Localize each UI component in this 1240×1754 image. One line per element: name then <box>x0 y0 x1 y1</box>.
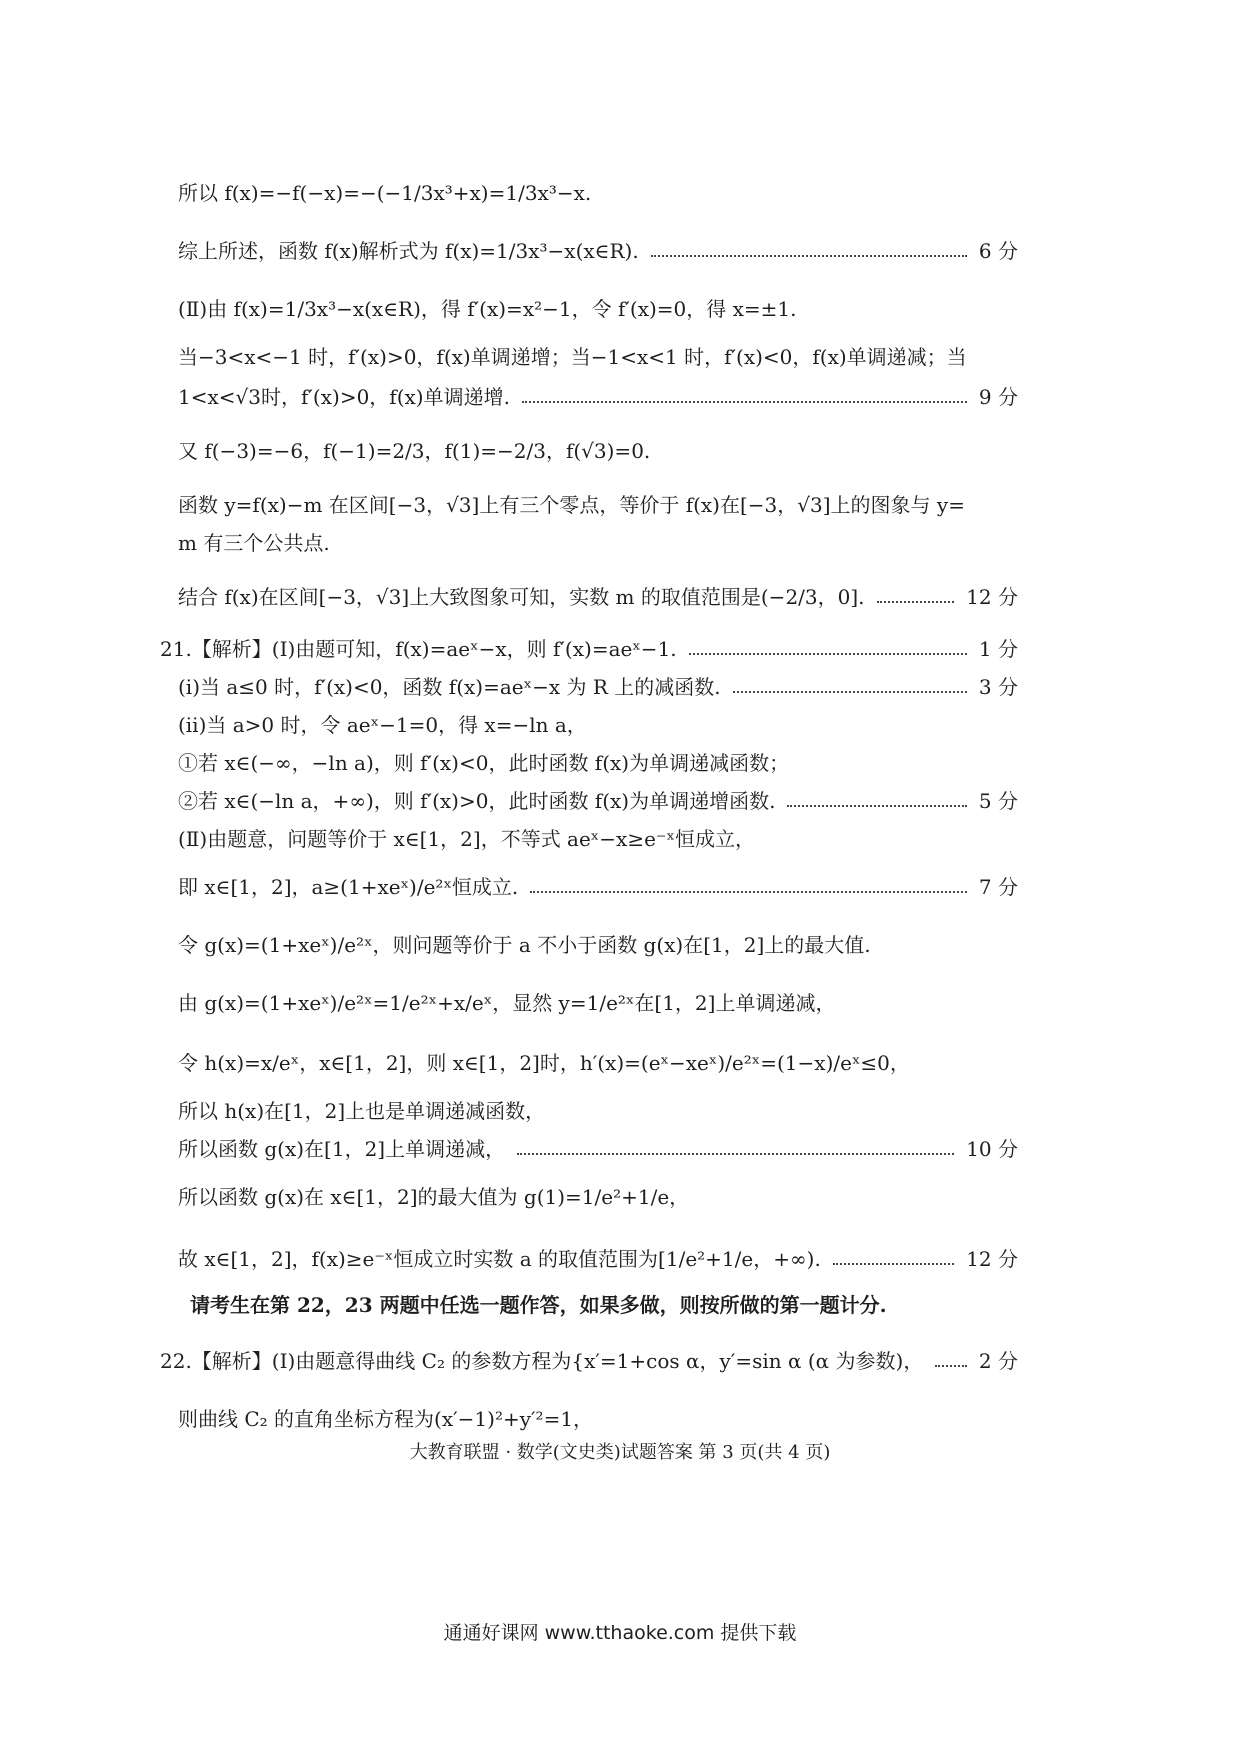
score-mark: 3 分 <box>978 675 1018 699</box>
problem-21-heading: 21.【解析】(Ⅰ)由题可知，f(x)=aeˣ−x，则 f′(x)=aeˣ−1. <box>160 637 677 661</box>
score-mark: 1 分 <box>978 637 1018 661</box>
download-source-note: 通通好课网 www.tthaoke.com 提供下载 <box>443 1622 797 1644</box>
score-mark: 12 分 <box>966 585 1018 609</box>
solution-text: 所以函数 g(x)在[1，2]上单调递减， <box>178 1137 506 1161</box>
solution-line-scored <box>178 872 1018 902</box>
solution-line: (Ⅱ)由 f(x)=1/3x³−x(x∈R)，得 f′(x)=x²−1，令 f′(x)=0，得 x=±1. <box>178 297 797 321</box>
solution-line: 令 g(x)=(1+xeˣ)/e²ˣ，则问题等价于 a 不小于函数 g(x)在[1，2]上的最大值. <box>178 933 871 957</box>
solution-line: ①若 x∈(−∞，−ln a)，则 f′(x)<0，此时函数 f(x)为单调递减函数； <box>178 751 790 775</box>
solution-line-scored <box>178 382 1018 412</box>
solution-text: 即 x∈[1，2]，a≥(1+xeˣ)/e²ˣ恒成立. <box>178 875 519 899</box>
solution-line-scored <box>178 1244 1018 1274</box>
score-mark: 12 分 <box>966 1247 1018 1271</box>
score-mark: 7 分 <box>978 875 1018 899</box>
solution-line-scored <box>178 236 1018 266</box>
solution-line-scored <box>178 1134 1018 1164</box>
solution-text: 1<x<√3时，f′(x)>0，f(x)单调递增. <box>178 385 510 409</box>
leader-dots <box>935 1364 967 1367</box>
leader-dots <box>833 1262 954 1265</box>
page-footer: 大教育联盟 · 数学(文史类)试题答案 第 3 页(共 4 页) <box>409 1442 831 1463</box>
solution-line: 当−3<x<−1 时，f′(x)>0，f(x)单调递增；当−1<x<1 时，f′(x)<0，f(x)单调递减；当 <box>178 345 967 369</box>
solution-line: 所以 f(x)=−f(−x)=−(−1/3x³+x)=1/3x³−x. <box>178 181 592 205</box>
leader-dots <box>877 600 955 603</box>
solution-line-scored <box>178 582 1018 612</box>
leader-dots <box>517 1152 954 1155</box>
solution-line: 则曲线 C₂ 的直角坐标方程为(x′−1)²+y′²=1， <box>178 1407 594 1431</box>
solution-line-scored <box>160 634 1018 664</box>
score-mark: 10 分 <box>966 1137 1018 1161</box>
solution-line: 令 h(x)=x/eˣ，x∈[1，2]，则 x∈[1，2]时，h′(x)=(eˣ−xeˣ)/e²ˣ=(1−x)/eˣ≤0， <box>178 1051 910 1075</box>
instruction-line: 请考生在第 22，23 两题中任选一题作答，如果多做，则按所做的第一题计分. <box>190 1293 887 1317</box>
solution-line: 由 g(x)=(1+xeˣ)/e²ˣ=1/e²ˣ+x/eˣ，显然 y=1/e²ˣ在[1，2]上单调递减， <box>178 991 836 1015</box>
score-mark: 2 分 <box>978 1349 1018 1373</box>
solution-text: 故 x∈[1，2]，f(x)≥e⁻ˣ恒成立时实数 a 的取值范围为[1/e²+1/e，+∞). <box>178 1247 821 1271</box>
solution-line: 所以 h(x)在[1，2]上也是单调递减函数， <box>178 1099 546 1123</box>
score-mark: 5 分 <box>978 789 1018 813</box>
solution-line-scored <box>160 1346 1018 1376</box>
solution-line-scored <box>178 672 1018 702</box>
solution-line: m 有三个公共点. <box>178 531 330 555</box>
solution-line: (Ⅱ)由题意，问题等价于 x∈[1，2]，不等式 aeˣ−x≥e⁻ˣ恒成立， <box>178 827 755 851</box>
leader-dots <box>689 652 967 655</box>
solution-text: (ⅰ)当 a≤0 时，f′(x)<0，函数 f(x)=aeˣ−x 为 R 上的减函数. <box>178 675 721 699</box>
score-mark: 6 分 <box>978 239 1018 263</box>
leader-dots <box>522 400 967 403</box>
solution-line: 又 f(−3)=−6，f(−1)=2/3，f(1)=−2/3，f(√3)=0. <box>178 439 651 463</box>
leader-dots <box>651 254 967 257</box>
solution-text: 综上所述，函数 f(x)解析式为 f(x)=1/3x³−x(x∈R). <box>178 239 639 263</box>
score-mark: 9 分 <box>978 385 1018 409</box>
solution-text: 结合 f(x)在区间[−3，√3]上大致图象可知，实数 m 的取值范围是(−2/3，0]. <box>178 585 865 609</box>
solution-text: ②若 x∈(−ln a，+∞)，则 f′(x)>0，此时函数 f(x)为单调递增函数. <box>178 789 776 813</box>
solution-line: 函数 y=f(x)−m 在区间[−3，√3]上有三个零点，等价于 f(x)在[−3，√3]上的图象与 y= <box>178 493 965 517</box>
solution-line-scored <box>178 786 1018 816</box>
solution-line: (ⅱ)当 a>0 时，令 aeˣ−1=0，得 x=−ln a， <box>178 713 587 737</box>
leader-dots <box>733 690 967 693</box>
leader-dots <box>530 890 967 893</box>
leader-dots <box>787 804 966 807</box>
solution-line: 所以函数 g(x)在 x∈[1，2]的最大值为 g(1)=1/e²+1/e， <box>178 1185 690 1209</box>
problem-22-heading: 22.【解析】(Ⅰ)由题意得曲线 C₂ 的参数方程为{x′=1+cos α，y′=sin α (α 为参数)， <box>160 1349 924 1373</box>
